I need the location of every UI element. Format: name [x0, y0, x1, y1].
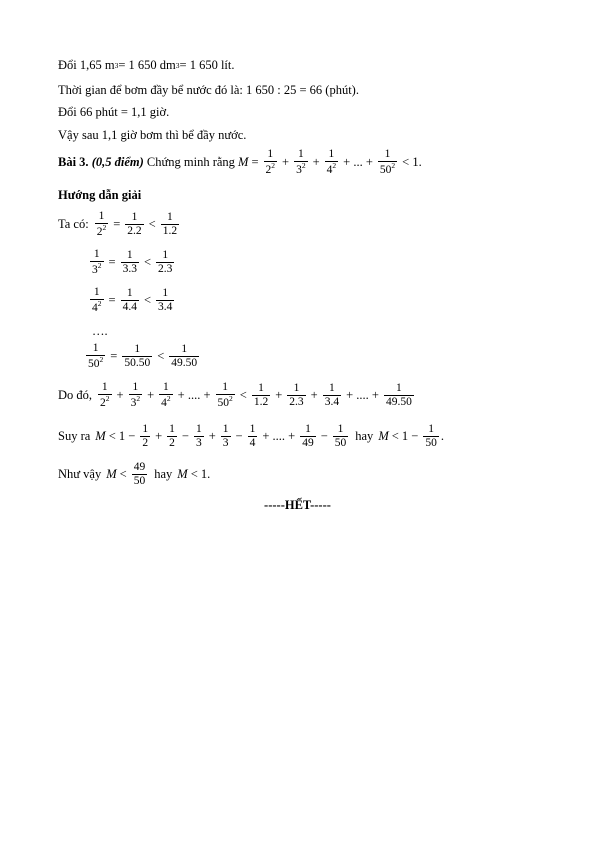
- line-conclusion: Vậy sau 1,1 giờ bơm thì bể đầy nước.: [58, 128, 247, 142]
- fraction: $\frac{1}{3.4}$: [158, 287, 173, 314]
- fraction: $\frac{1}{50^2}$: [379, 148, 396, 177]
- ineq-row-4: $\frac{1}{50^2}$ = $\frac{1}{50.50}$ < $\frac{1}{49.50}$: [88, 342, 198, 371]
- fraction: $\frac{1}{3^2}$: [92, 248, 102, 277]
- problem-label: Bài 3.: [58, 155, 89, 170]
- vertical-dots: ….: [92, 324, 108, 338]
- fraction: $\frac{1}{4^2}$: [326, 148, 337, 177]
- line-convert-time: Đổi 66 phút = 1,1 giờ.: [58, 105, 170, 119]
- line-time: Thời gian để bơm đầy bể nước đó là: 1 650 : 25 = 66 (phút).: [58, 83, 359, 97]
- line-convert-volume: Đổi 1,65 m 3 = 1 650 dm 3 = 1 650 lít.: [58, 58, 235, 72]
- fraction: $\frac{1}{2.3}$: [158, 249, 173, 276]
- fraction: $\frac{1}{50.50}$: [124, 343, 151, 370]
- fraction: $\frac{1}{2^2}$: [96, 210, 107, 239]
- fraction: $\frac{1}{4.4}$: [122, 287, 137, 314]
- fraction: $\frac{1}{49.50}$: [171, 343, 198, 370]
- ineq-row-2: $\frac{1}{3^2}$ = $\frac{1}{3.3}$ < $\frac{1}{2.3}$: [92, 248, 173, 277]
- fraction: $\frac{1}{2.2}$: [127, 211, 142, 238]
- ineq-row-3: $\frac{1}{4^2}$ = $\frac{1}{4.4}$ < $\frac{1}{3.4}$: [92, 286, 173, 315]
- fraction: $\frac{1}{50^2}$: [88, 342, 104, 371]
- fraction: $\frac{1}{3^2}$: [296, 148, 306, 177]
- solution-heading: Hướng dẫn giải: [58, 188, 142, 202]
- problem-3: Bài 3. (0,5 điểm) Chứng minh rằng M = $\frac{1}{2^2}$ + $\frac{1}{3^2}$ + $\frac{1}{4^2}$ + ... + $\frac{1}{50^2}$ < 1.: [58, 148, 422, 177]
- fraction: $\frac{1}{4^2}$: [92, 286, 102, 315]
- line-suy-ra: Suy ra M < 1 − $\frac{1}{2}$ + $\frac{1}{2}$ − $\frac{1}{3}$ + $\frac{1}{3}$ − $\frac{1}{4}$ + .... + $\frac{1}{49}$ − $\frac{1}{50}$ hay M < 1 − $\frac{1}{50}$ .: [58, 423, 444, 450]
- fraction: $\frac{1}{2^2}$: [265, 148, 276, 177]
- fraction: $\frac{1}{3.3}$: [122, 249, 137, 276]
- line-nhu-vay: Như vậy M < $\frac{49}{50}$ hay M < 1.: [58, 461, 211, 488]
- ineq-row-1: Ta có: $\frac{1}{2^2}$ = $\frac{1}{2.2}$ < $\frac{1}{1.2}$: [58, 210, 178, 239]
- end-marker: -----HẾT-----: [264, 498, 331, 512]
- line-do-do: Do đó, $\frac{1}{2^2}$ + $\frac{1}{3^2}$ + $\frac{1}{4^2}$ + .... + $\frac{1}{50^2}$ < $\frac{1}{1.2}$ + $\frac{1}{2.3}$ + $\frac{1}{3.4}$ + .... + $\frac{1}{49.50}$: [58, 381, 412, 410]
- fraction: $\frac{1}{1.2}$: [162, 211, 178, 238]
- problem-points: (0,5 điểm): [91, 155, 144, 170]
